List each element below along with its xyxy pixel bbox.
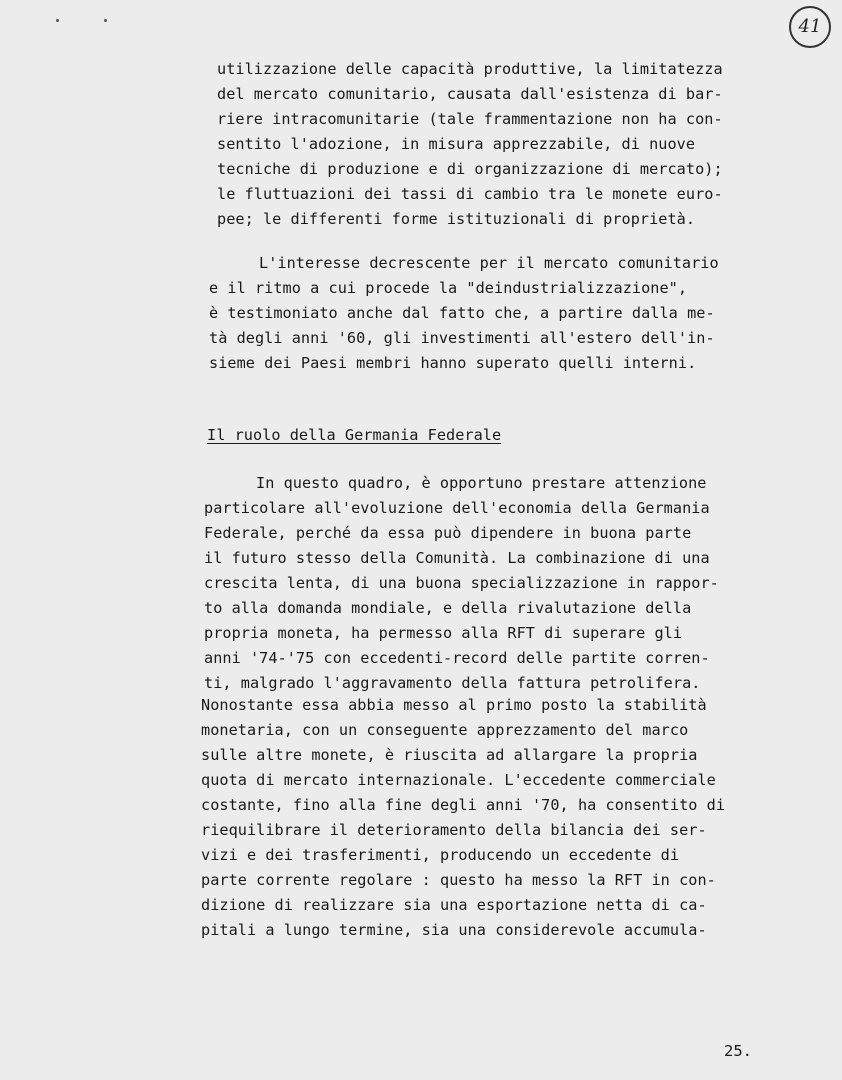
text-line: tecniche di produzione e di organizzazione di mercato);	[217, 160, 723, 178]
text-line: monetaria, con un conseguente apprezzamento del marco	[201, 721, 689, 739]
text-line: dizione di realizzare sia una esportazione netta di ca-	[201, 896, 707, 914]
text-line: to alla domanda mondiale, e della rivalutazione della	[204, 599, 692, 617]
text-line: sentito l'adozione, in misura apprezzabile, di nuove	[217, 135, 696, 153]
text-line: tà degli anni '60, gli investimenti all'estero dell'in-	[209, 329, 715, 347]
text-line: sulle altre monete, è riuscita ad allargare la propria	[201, 746, 698, 764]
page-stamp: 41	[789, 6, 831, 48]
text-line: utilizzazione delle capacità produttive, la limitatezza	[217, 60, 723, 78]
text-line: anni '74-'75 con eccedenti-record delle partite corren-	[204, 649, 710, 667]
text-line: parte corrente regolare : questo ha messo la RFT in con-	[201, 871, 716, 889]
text-line: L'interesse decrescente per il mercato comunitario	[259, 254, 719, 272]
text-line: ti, malgrado l'aggravamento della fattura petrolifera.	[204, 674, 701, 692]
text-line: pitali a lungo termine, sia una considerevole accumula-	[201, 921, 707, 939]
text-line: In questo quadro, è opportuno prestare attenzione	[256, 474, 707, 492]
text-line: riere intracomunitarie (tale frammentazione non ha con-	[217, 110, 723, 128]
text-line: vizi e dei trasferimenti, producendo un eccedente di	[201, 846, 680, 864]
text-line: le fluttuazioni dei tassi di cambio tra le monete euro-	[217, 185, 723, 203]
text-line: pee; le differenti forme istituzionali di proprietà.	[217, 210, 696, 228]
scan-dot	[56, 19, 59, 22]
text-line: Federale, perché da essa può dipendere in buona parte	[204, 524, 692, 542]
text-line: costante, fino alla fine degli anni '70, ha consentito di	[201, 796, 726, 814]
text-line: crescita lenta, di una buona specializzazione in rappor-	[204, 574, 719, 592]
text-line: del mercato comunitario, causata dall'esistenza di bar-	[217, 85, 723, 103]
text-line: propria moneta, ha permesso alla RFT di superare gli	[204, 624, 683, 642]
text-line: riequilibrare il deterioramento della bilancia dei ser-	[201, 821, 707, 839]
text-line: Nonostante essa abbia messo al primo posto la stabilità	[201, 696, 707, 714]
text-line: quota di mercato internazionale. L'eccedente commerciale	[201, 771, 716, 789]
text-line: e il ritmo a cui procede la "deindustrializzazione",	[209, 279, 688, 297]
page-number: 25.	[724, 1042, 752, 1060]
text-line: è testimoniato anche dal fatto che, a partire dalla me-	[209, 304, 715, 322]
text-line: il futuro stesso della Comunità. La combinazione di una	[204, 549, 710, 567]
section-heading: Il ruolo della Germania Federale	[207, 426, 502, 444]
scan-dot	[104, 19, 107, 22]
text-line: particolare all'evoluzione dell'economia della Germania	[204, 499, 710, 517]
text-line: sieme dei Paesi membri hanno superato quelli interni.	[209, 354, 697, 372]
